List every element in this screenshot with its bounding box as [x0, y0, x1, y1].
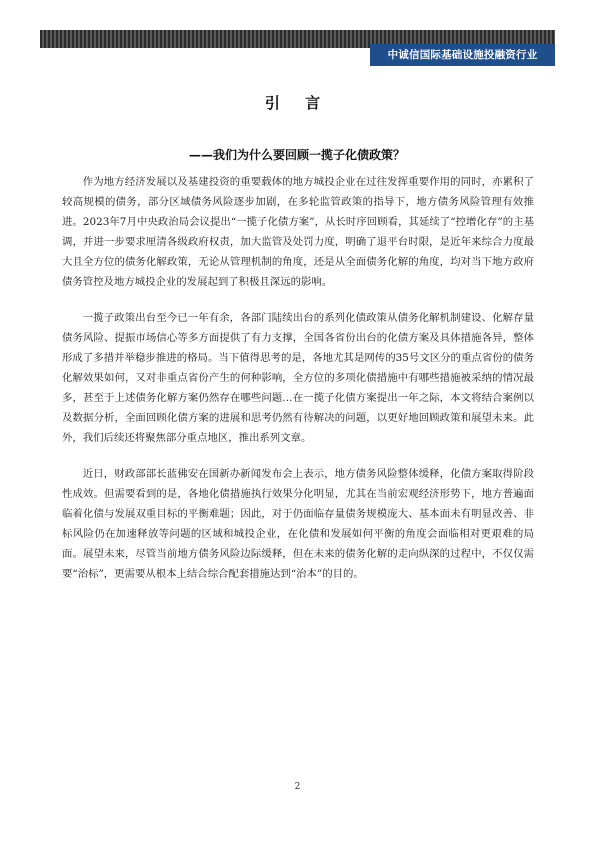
header-org-label: 中诚信国际基础设施投融资行业 [370, 44, 555, 66]
page-subtitle: ——我们为什么要回顾一揽子化债政策？ [188, 148, 405, 162]
page-title: 引 言 [264, 94, 331, 112]
paragraph-3: 近日，财政部部长蓝佛安在国新办新闻发布会上表示，地方债务风险整体缓释，化债方案取得阶段性成效。但需要看到的是，各地化债措施执行效果分化明显，尤其在当前宏观经济形势下，地方普遍面临着化债与发展双重目标的平衡难题；因此，对于仍面临存量债务规模庞大、基本面未有明显改善、非标风险仍在加速释放等问题的区域和城投企业，在化债和发展如何平衡的角度会面临相对更艰难的局面。展望未来，尽管当前地方债务风险边际缓释，但在未来的债务化解的走向纵深的过程中，不仅仅需要“治标”，更需要从根本上结合综合配套措施达到“治本”的目的。 [62, 468, 534, 580]
paragraph-1: 作为地方经济发展以及基建投资的重要载体的地方城投企业在过往发挥重要作用的同时，亦累积了较高规模的债务，部分区域债务风险逐步加剧，在多轮监管政策的指导下，地方债务风险管理有效推进。2023年7月中央政治局会议提出“一揽子化债方案”，从长时序回顾看，其延续了“控增化存”的主基调，并进一步要求厘清各级政府权责，加大监管及处罚力度，明确了退平台时限，是近年来综合力度最大且全方位的债务化解政策，无论从管理机制的角度，还是从全面债务化解的角度，均对当下地方政府债务管控及地方城投企业的发展起到了积极且深远的影响。 [62, 176, 534, 288]
paragraph-2: 一揽子政策出台至今已一年有余，各部门陆续出台的系列化债政策从债务化解机制建设、化解存量债务风险、提振市场信心等多方面提供了有力支撑，全国各省份出台的化债方案及具体措施各异，整体形成了多措并举稳步推进的格局。当下值得思考的是，各地尤其是网传的35号文区分的重点省份的债务化解效果如何，又对非重点省份产生的何种影响，全方位的多项化债措施中有哪些措施被采纳的情况最多，甚至于上述债务化解方案仍然存在哪些问题…在一揽子化债方案提出一年之际，本文将结合案例以及数据分析，全面回顾化债方案的进展和思考仍然有待解决的问题，以更好地回顾政策和展望未来。此外，我们后续还将聚焦部分重点地区，推出系列文章。 [62, 312, 534, 444]
body-text [62, 172, 534, 600]
page-number: 2 [294, 782, 301, 792]
